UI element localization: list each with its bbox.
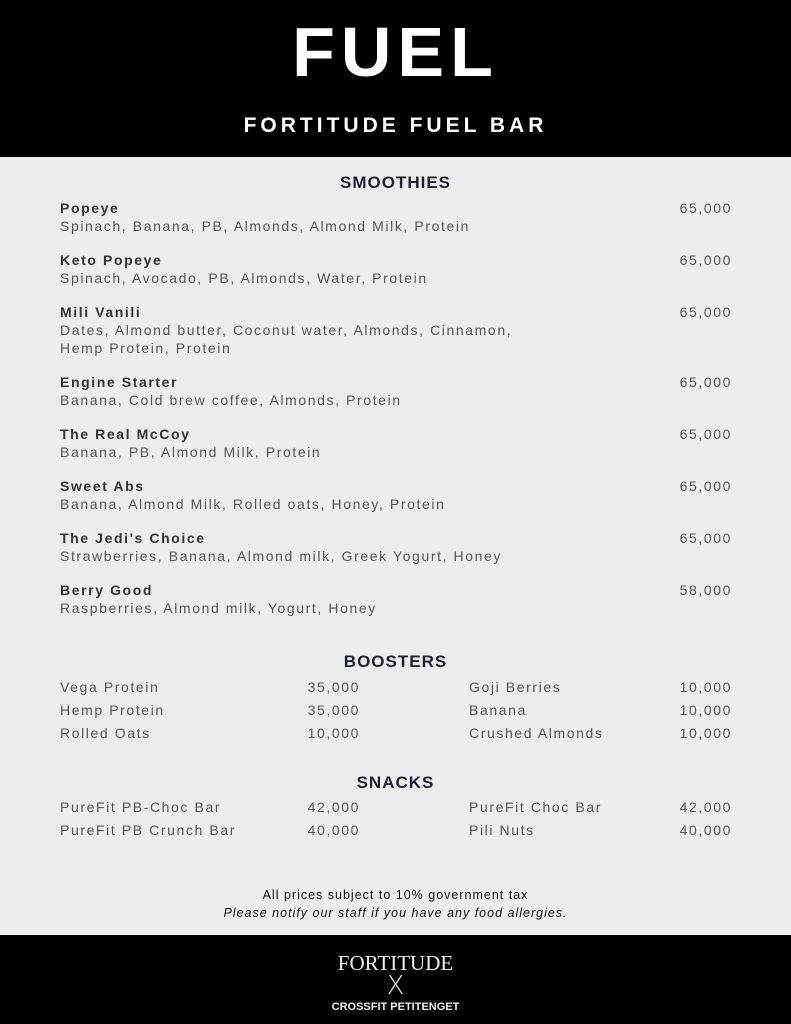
item-name: Vega Protein	[60, 679, 160, 695]
menu-row	[60, 702, 732, 725]
item-price: 65,000	[679, 304, 732, 320]
item-description: Strawberries, Banana, Almond milk, Greek Yogurt, Honey	[60, 548, 503, 564]
menu-item	[60, 426, 732, 461]
menu-item	[60, 582, 732, 617]
item-name: Berry Good	[60, 582, 154, 598]
item-price: 10,000	[307, 725, 360, 741]
item-name: The Real McCoy	[60, 426, 191, 442]
item-name: Popeye	[60, 200, 120, 216]
collab-x: X	[386, 971, 405, 1001]
footer-logo	[0, 935, 791, 1024]
item-name: Hemp Protein	[60, 702, 165, 718]
item-description: Banana, Almond Milk, Rolled oats, Honey, Protein	[60, 496, 446, 512]
item-name: Sweet Abs	[60, 478, 145, 494]
item-price: 65,000	[679, 426, 732, 442]
menu-item	[60, 374, 732, 409]
item-price: 65,000	[679, 252, 732, 268]
item-price: 65,000	[679, 374, 732, 390]
item-price: 35,000	[307, 702, 360, 718]
item-price: 10,000	[679, 725, 732, 741]
boosters-list	[60, 679, 732, 748]
item-name: Mili Vanili	[60, 304, 142, 320]
item-description: Raspberries, Almond milk, Yogurt, Honey	[60, 600, 377, 616]
item-name: PureFit PB-Choc Bar	[60, 799, 222, 815]
menu-item	[60, 530, 732, 565]
page-subtitle: FORTITUDE FUEL BAR	[243, 114, 548, 137]
menu-item	[60, 304, 732, 357]
item-price: 10,000	[679, 702, 732, 718]
menu-row	[60, 679, 732, 702]
menu-item	[60, 478, 732, 513]
smoothie-list	[60, 200, 732, 634]
menu-item	[60, 200, 732, 235]
item-name: Engine Starter	[60, 374, 179, 390]
item-name: PureFit PB Crunch Bar	[60, 822, 236, 838]
item-price: 65,000	[679, 200, 732, 216]
page-title: FUEL	[292, 13, 499, 91]
item-description: Banana, Cold brew coffee, Almonds, Protein	[60, 392, 402, 408]
snacks-list	[60, 799, 732, 845]
menu-row	[60, 725, 732, 748]
section-heading-smoothies: SMOOTHIES	[339, 173, 451, 192]
item-price: 65,000	[679, 478, 732, 494]
item-price: 40,000	[307, 822, 360, 838]
item-name: Pili Nuts	[469, 822, 535, 838]
section-heading-boosters: BOOSTERS	[343, 652, 448, 671]
item-name: PureFit Choc Bar	[469, 799, 602, 815]
header	[0, 0, 791, 157]
item-price: 42,000	[679, 799, 732, 815]
item-description: Spinach, Avocado, PB, Almonds, Water, Protein	[60, 270, 428, 286]
item-name: Goji Berries	[469, 679, 562, 695]
item-price: 42,000	[307, 799, 360, 815]
allergy-note: Please notify our staff if you have any food allergies.	[223, 906, 568, 920]
item-description: Spinach, Banana, PB, Almonds, Almond Milk, Protein	[60, 218, 470, 234]
menu-item	[60, 252, 732, 287]
item-price: 10,000	[679, 679, 732, 695]
item-price: 58,000	[679, 582, 732, 598]
menu-row	[60, 799, 732, 822]
crossfit-logo: CROSSFIT PETITENGET	[331, 1001, 460, 1013]
item-name: Crushed Almonds	[469, 725, 604, 741]
item-price: 65,000	[679, 530, 732, 546]
item-name: Rolled Oats	[60, 725, 151, 741]
section-heading-snacks: SNACKS	[356, 773, 435, 792]
item-name: The Jedi's Choice	[60, 530, 206, 546]
menu-row	[60, 822, 732, 845]
item-description: Banana, PB, Almond Milk, Protein	[60, 444, 322, 460]
fortitude-logo: FORTITUDE	[337, 951, 454, 975]
item-price: 35,000	[307, 679, 360, 695]
item-price: 40,000	[679, 822, 732, 838]
tax-note: All prices subject to 10% government tax	[262, 888, 529, 902]
item-name: Banana	[469, 702, 527, 718]
item-name: Keto Popeye	[60, 252, 163, 268]
item-description: Dates, Almond butter, Coconut water, Almonds, Cinnamon, Hemp Protein, Protein	[60, 322, 513, 356]
